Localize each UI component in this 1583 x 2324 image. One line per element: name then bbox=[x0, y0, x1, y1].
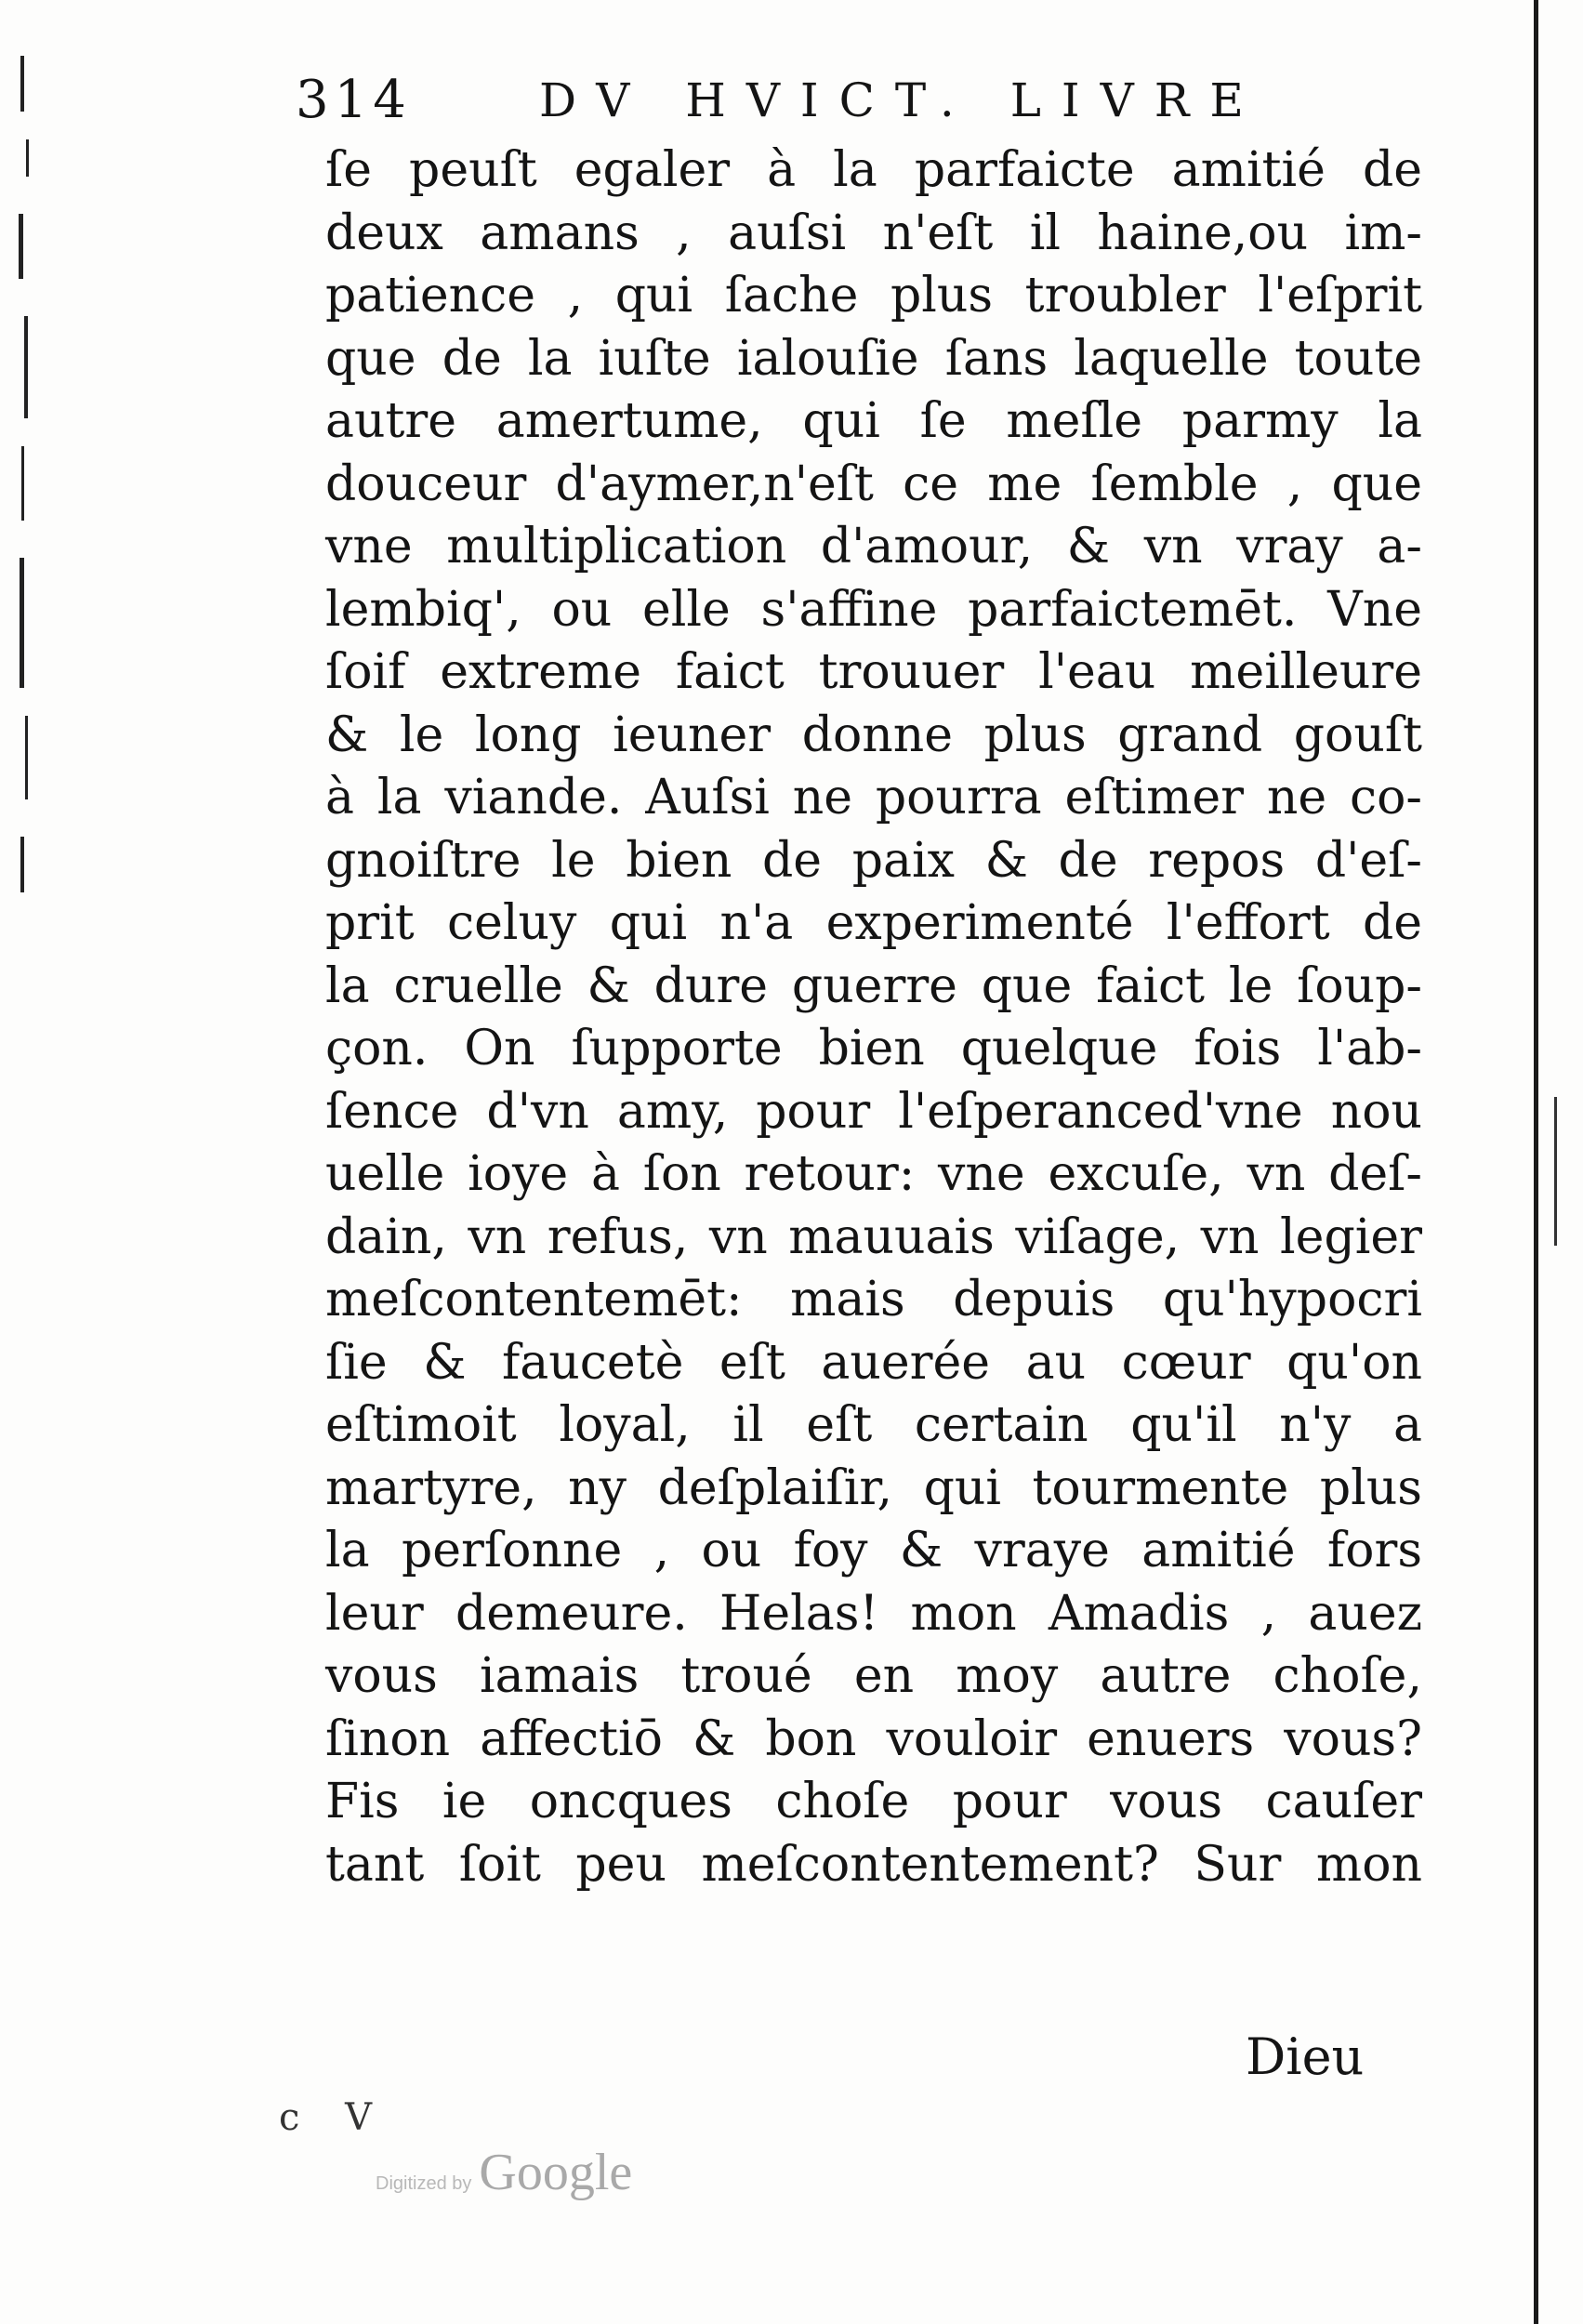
catchword: Dieu bbox=[1246, 2027, 1365, 2086]
watermark-prefix: Digitized by bbox=[376, 2173, 472, 2194]
text-line: ſe peuſt egaler à la parfaicte amitié de bbox=[325, 142, 1422, 198]
binding-shadow bbox=[1554, 1097, 1557, 1246]
text-line: dain, vn refus, vn mauuais viſage, vn legier bbox=[325, 1208, 1422, 1265]
text-line: martyre, ny deſplaiſir, qui tourmente plus bbox=[325, 1459, 1422, 1516]
text-line: ſoif extreme faict trouuer l'eau meilleure bbox=[325, 644, 1422, 700]
text-line: lembiq', ou elle s'affine parfaictemēt. Vne bbox=[325, 581, 1422, 638]
text-line: & le long ieuner donne plus grand gouſt bbox=[325, 706, 1422, 763]
text-line: autre amertume, qui ſe meſle parmy la bbox=[325, 393, 1422, 449]
text-line: tant ſoit peu meſcontentement? Sur mon bbox=[325, 1836, 1422, 1893]
text-line: uelle ioye à ſon retour: vne excuſe, vn deſ- bbox=[325, 1146, 1422, 1202]
text-line: que de la iuſte ialouſie ſans laquelle toute bbox=[325, 330, 1422, 387]
text-line: eſtimoit loyal, il eſt certain qu'il n'y a bbox=[325, 1397, 1422, 1453]
running-title: DV HVICT. LIVRE bbox=[539, 73, 1264, 127]
text-line: la cruelle & dure guerre que faict le ſoup- bbox=[325, 957, 1422, 1014]
text-line: la perſonne , ou foy & vraye amitié fors bbox=[325, 1523, 1422, 1578]
text-line: Fis ie oncques choſe pour vous cauſer bbox=[325, 1774, 1422, 1829]
text-line: çon. On ſupporte bien quelque fois l'ab- bbox=[325, 1021, 1422, 1076]
text-line: douceur d'aymer,n'eſt ce me ſemble , que bbox=[325, 456, 1422, 512]
text-line: ſie & faucetè eſt auerée au cœur qu'on bbox=[325, 1334, 1422, 1391]
text-line: vne multiplication d'amour, & vn vray a- bbox=[325, 519, 1422, 574]
text-line: ſence d'vn amy, pour l'eſperanced'vne nou bbox=[325, 1083, 1422, 1140]
text-line: leur demeure. Helas! mon Amadis , auez bbox=[325, 1585, 1422, 1642]
body-text bbox=[325, 139, 1422, 1896]
text-line: meſcontentemēt: mais depuis qu'hypocri bbox=[325, 1272, 1422, 1327]
text-line: prit celuy qui n'a experimenté l'effort de bbox=[325, 895, 1422, 951]
google-logo: Google bbox=[479, 2144, 633, 2201]
text-line: patience , qui ſache plus troubler l'eſprit bbox=[325, 268, 1422, 324]
text-line: deux amans , auſsi n'eſt il haine,ou im- bbox=[325, 205, 1422, 261]
signature-mark: c V bbox=[279, 2096, 389, 2139]
binding-edge bbox=[1534, 0, 1538, 2324]
text-line: ſinon affectiō & bon vouloir enuers vous? bbox=[325, 1710, 1422, 1767]
text-line: gnoiſtre le bien de paix & de repos d'eſ- bbox=[325, 832, 1422, 889]
text-line: à la viande. Auſsi ne pourra eſtimer ne co- bbox=[325, 770, 1422, 825]
digitization-watermark bbox=[376, 2143, 632, 2208]
margin-scan-marks bbox=[13, 37, 50, 967]
running-header bbox=[296, 63, 1309, 138]
text-line: vous iamais troué en moy autre choſe, bbox=[325, 1648, 1422, 1704]
page-number: 314 bbox=[296, 70, 412, 130]
